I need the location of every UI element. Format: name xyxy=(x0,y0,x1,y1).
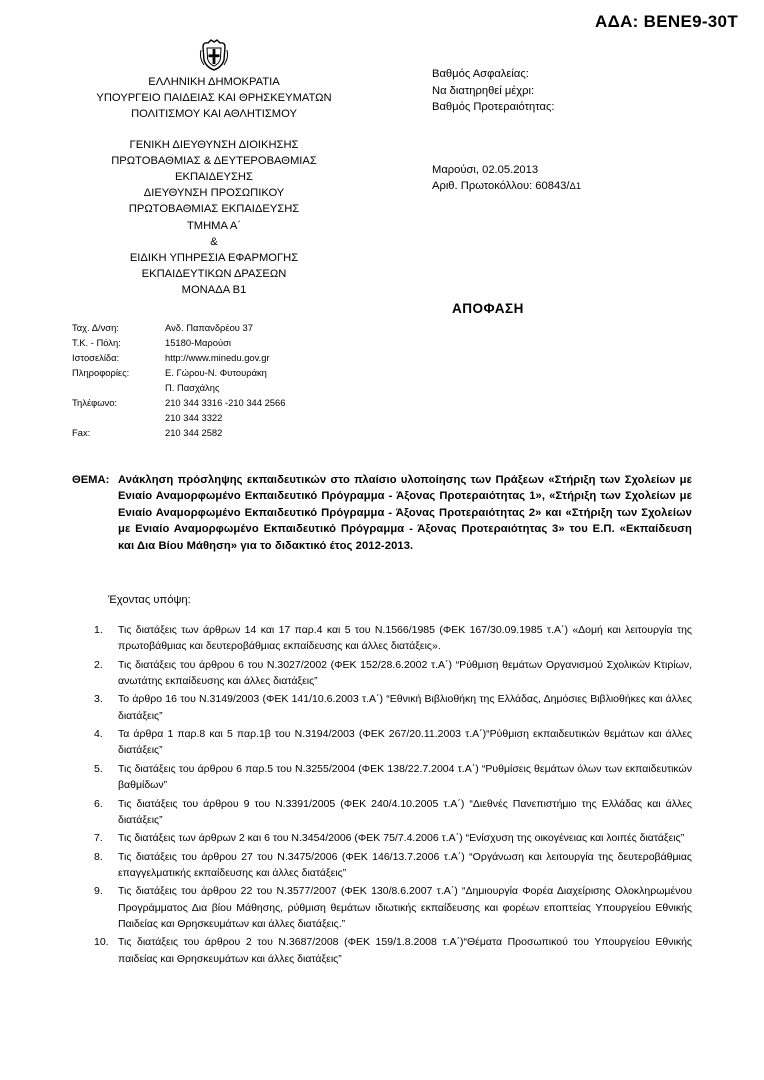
contact-label: Πληροφορίες: xyxy=(72,367,130,378)
security-level: Βαθμός Ασφαλείας: xyxy=(432,68,529,80)
contact-row xyxy=(72,320,325,335)
contact-label: Ταχ. Δ/νση: xyxy=(72,322,119,333)
contact-label xyxy=(72,410,165,425)
contact-row xyxy=(72,335,325,350)
contact-value: 210 344 2582 xyxy=(165,427,223,438)
keep-until: Να διατηρηθεί μέχρι: xyxy=(432,84,535,97)
header-line: ΜΟΝΑΔΑ Β1 xyxy=(181,284,247,297)
subject-text: Ανάκληση πρόσληψης εκπαιδευτικών στο πλαίσιο υλοποίησης των Πράξεων «Στήριξη των Σχολείων με Ενιαίο Αναμορφωμένο Εκπαιδευτικό Πρόγραμμα - Άξονας Προτεραιότητας 1», «Στήριξη των Σχολείων με Ενιαίο Αναμορφωμένο Εκπαιδευτικό Πρόγραμμα - Άξονας Προτεραιότητας 2» και «Στήριξη των Σχολείων με Ενιαίο Αναμορφωμένο Εκπαιδευτικό Πρόγραμμα - Άξονας Προτεραιότητας 3» του Ε.Π. «Εκπαίδευση και Δια Βίου Μάθηση» για το διδακτικό έτος 2012-2013. xyxy=(118,474,692,552)
contact-value: Ε. Γώρου-Ν. Φυτουράκη xyxy=(165,367,267,378)
list-item: 7. Τις διατάξεις των άρθρων 2 και 6 του Ν.3454/2006 (ΦΕΚ 75/7.4.2006 τ.Α΄) “Ενίσχυση της οικογένειας και λοιπές διατάξεις” xyxy=(94,832,685,845)
subject-block xyxy=(72,472,692,554)
header-line: ΕΙΔΙΚΗ ΥΠΗΡΕΣΙΑ ΕΦΑΡΜΟΓΗΣ xyxy=(129,252,299,265)
priority-level: Βαθμός Προτεραιότητας: xyxy=(432,101,555,113)
protocol-number: Αριθ. Πρωτοκόλλου: 60843/Δ1 xyxy=(432,180,582,192)
contact-label xyxy=(72,380,165,395)
list-item: 5. Τις διατάξεις του άρθρου 6 παρ.5 του Ν.3255/2004 (ΦΕΚ 138/22.7.2004 τ.Α΄) “Ρυθμίσεις θεμάτων όλων των εκπαιδευτικών βαθμίδων” xyxy=(94,762,692,792)
contact-row xyxy=(72,350,325,365)
header-line: ΠΡΩΤΟΒΑΘΜΙΑΣ & ΔΕΥΤΕΡΟΒΑΘΜΙΑΣ xyxy=(111,154,317,167)
contact-value: 210 344 3322 xyxy=(165,412,223,423)
contact-block xyxy=(72,320,325,440)
subject-label: ΘΕΜΑ: xyxy=(72,474,110,486)
greek-coat-of-arms-icon xyxy=(198,38,230,72)
list-item: 3. Το άρθρο 16 του Ν.3149/2003 (ΦΕΚ 141/10.6.2003 τ.Α΄) “Εθνική Βιβλιοθήκη της Ελλάδας, Δημόσιες Βιβλιοθήκες και άλλες διατάξεις” xyxy=(94,693,692,722)
header-line: & xyxy=(210,235,218,248)
list-item: 10. Τις διατάξεις του άρθρου 2 του Ν.3687/2008 (ΦΕΚ 159/1.8.2008 τ.Α΄)“Θέματα Προσωπικού του Υπουργείου Εθνικής παιδείας και Θρησκευμάτων και άλλες διατάξεις” xyxy=(94,936,692,965)
website-link[interactable]: http://www.minedu.gov.gr xyxy=(165,352,270,363)
contact-row xyxy=(72,410,325,425)
contact-label: Fax: xyxy=(72,427,91,438)
contact-label: Τ.Κ. - Πόλη: xyxy=(72,337,121,348)
issuer-header xyxy=(80,38,348,299)
header-line: ΤΜΗΜΑ Α΄ xyxy=(186,219,242,232)
contact-label: Τηλέφωνο: xyxy=(72,397,118,408)
contact-value: 210 344 3316 -210 344 2566 xyxy=(165,397,286,408)
list-item: 4. Τα άρθρα 1 παρ.8 και 5 παρ.1β του Ν.3194/2003 (ΦΕΚ 267/20.11.2003 τ.Α΄)“Ρύθμιση εκπαιδευτικών θεμάτων και άλλες διατάξεις” xyxy=(94,728,692,757)
header-line: ΕΛΛΗΝΙΚΗ ΔΗΜΟΚΡΑΤΙΑ xyxy=(148,76,280,88)
list-item: 1. Τις διατάξεις των άρθρων 14 και 17 παρ.4 και 5 του Ν.1566/1985 (ΦΕΚ 167/30.09.1985 τ.Α΄) «Δομή και λειτουργία της πρωτοβάθμιας και δευτεροβάθμιας εκπαίδευσης και άλλες διατάξεις». xyxy=(94,624,692,653)
ada-code: ΑΔΑ: ΒΕΝΕ9-30Τ xyxy=(595,12,738,31)
header-line: ΕΚΠΑΙΔΕΥΤΙΚΩΝ ΔΡΑΣΕΩΝ xyxy=(141,268,287,281)
contact-value: Ανδ. Παπανδρέου 37 xyxy=(165,322,253,333)
contact-row xyxy=(72,395,325,410)
list-item: 9. Τις διατάξεις του άρθρου 22 του Ν.3577/2007 (ΦΕΚ 130/8.6.2007 τ.Α΄) “Δημιουργία Φορέα Διαχείρισης Ολοκληρωμένου Προγράμματος Δια βίου Μάθησης, ρύθμιση θεμάτων ιδιωτικής εκπαίδευσης και φορέων εποπτείας Υπουργείου Εθνικής Παιδείας και Θρησκευμάτων και άλλες διατάξεις.” xyxy=(94,885,692,930)
header-line: ΓΕΝΙΚΗ ΔΙΕΥΘΥΝΣΗ ΔΙΟΙΚΗΣΗΣ xyxy=(129,138,299,151)
contact-row xyxy=(72,380,325,395)
contact-value: 15180-Μαρούσι xyxy=(165,337,231,348)
place-date: Μαρούσι, 02.05.2013 xyxy=(432,163,539,176)
document-meta xyxy=(432,66,581,196)
legal-basis-list xyxy=(88,622,692,969)
decision-title: ΑΠΟΦΑΣΗ xyxy=(452,301,524,316)
contact-row xyxy=(72,365,325,380)
header-line: ΠΡΩΤΟΒΑΘΜΙΑΣ ΕΚΠΑΙΔΕΥΣΗΣ xyxy=(128,203,300,216)
contact-label: Ιστοσελίδα: xyxy=(72,352,120,363)
list-item: 8. Τις διατάξεις του άρθρου 27 του Ν.3475/2006 (ΦΕΚ 146/13.7.2006 τ.Α΄) “Οργάνωση και λειτουργία της δευτεροβάθμιας επαγγελματικής εκπαίδευσης και άλλες διατάξεις” xyxy=(94,850,692,879)
contact-value: Π. Πασχάλης xyxy=(165,382,220,393)
having-in-view: Έχοντας υπόψη: xyxy=(108,594,191,606)
header-line: ΥΠΟΥΡΓΕΙΟ ΠΑΙΔΕΙΑΣ ΚΑΙ ΘΡΗΣΚΕΥΜΑΤΩΝ xyxy=(96,92,332,105)
header-line: ΕΚΠΑΙΔΕΥΣΗΣ xyxy=(175,171,253,184)
header-line: ΠΟΛΙΤΙΣΜΟΥ ΚΑΙ ΑΘΛΗΤΙΣΜΟΥ xyxy=(131,108,297,121)
contact-row xyxy=(72,425,325,440)
header-line: ΔΙΕΥΘΥΝΣΗ ΠΡΟΣΩΠΙΚΟΥ xyxy=(143,187,285,200)
list-item: 2. Τις διατάξεις του άρθρου 6 του Ν.3027/2002 (ΦΕΚ 152/28.6.2002 τ.Α΄) “Ρύθμιση θεμάτων Οργανισμού Σχολικών Κτιρίων, ανωτάτης εκπαίδευσης και άλλες διατάξεις” xyxy=(94,658,692,687)
list-item: 6. Τις διατάξεις του άρθρου 9 του Ν.3391/2005 (ΦΕΚ 240/4.10.2005 τ.Α΄) “Διεθνές Πανεπιστήμιο της Ελλάδας και άλλες διατάξεις” xyxy=(94,797,692,826)
